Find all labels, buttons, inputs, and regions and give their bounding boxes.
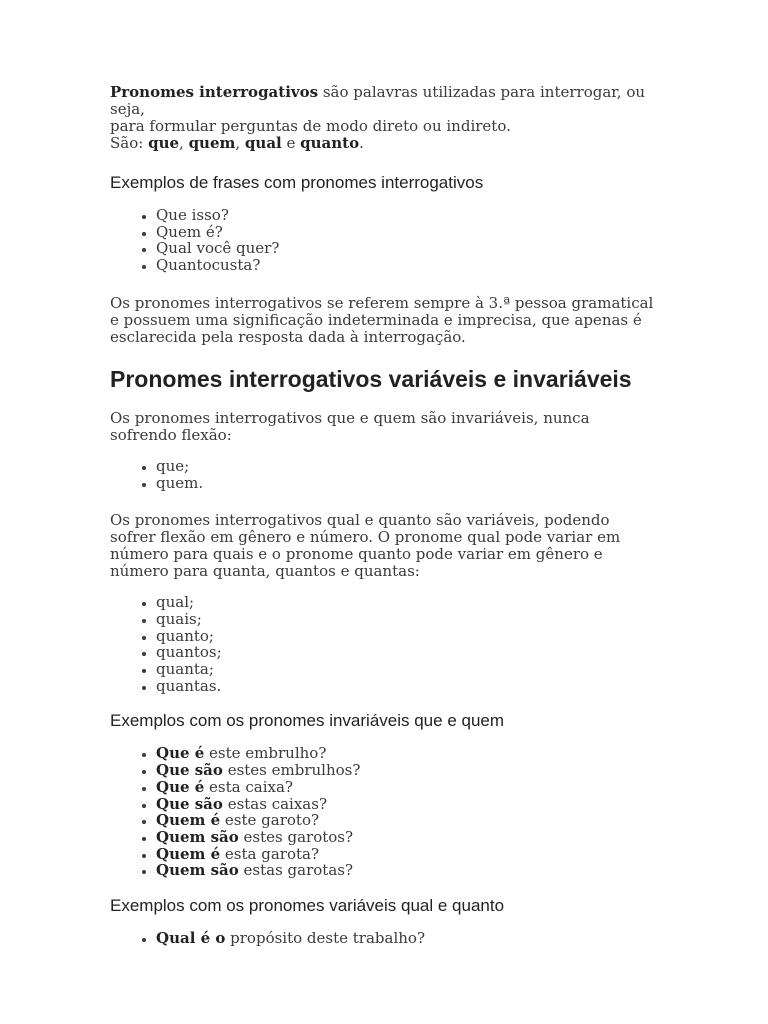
intro-paragraph xyxy=(110,84,658,152)
pronoun-que: que xyxy=(148,134,180,152)
section4-heading: Exemplos com os pronomes variáveis qual e quanto xyxy=(110,896,505,916)
intro-term: Pronomes interrogativos xyxy=(110,83,319,101)
intro-line1-text: são palavras utilizadas para interrogar, ou seja, xyxy=(110,83,646,118)
list-item-bold: Quem é xyxy=(156,811,221,830)
list-item-text: esta caixa? xyxy=(204,777,293,796)
list-item: • quantos; xyxy=(156,644,658,661)
list-item xyxy=(156,930,658,947)
list-item-bold: Quem são xyxy=(156,827,239,846)
list-item: • qual; xyxy=(156,594,658,611)
list-item-text: este garoto? xyxy=(220,811,320,830)
list-item xyxy=(156,812,658,829)
list-item: • Quem é? xyxy=(156,224,658,241)
list-item xyxy=(156,796,658,813)
list-item xyxy=(156,745,658,762)
section2-invariable-list xyxy=(110,458,658,491)
list-item-bold: Que é xyxy=(156,744,205,763)
list-item-text: estas garotas? xyxy=(238,861,354,880)
list-item: • quais; xyxy=(156,611,658,628)
pronoun-qual: qual xyxy=(244,134,282,152)
section4-examples-list xyxy=(110,930,658,947)
section1-heading: Exemplos de frases com pronomes interrogativos xyxy=(110,173,484,192)
list-item-bold: Quem são xyxy=(156,861,239,880)
section1-list xyxy=(110,207,658,274)
section2-variable-list xyxy=(110,594,658,694)
pronoun-quem: quem xyxy=(188,134,236,152)
list-item: • Que isso? xyxy=(156,207,658,224)
paragraph-invariable: Os pronomes interrogativos que e quem são invariáveis, nunca sofrendo flexão: xyxy=(110,408,590,444)
list-item-bold: Que é xyxy=(156,777,205,796)
list-item-bold: Que são xyxy=(156,794,223,813)
list-item: • Qual você quer? xyxy=(156,240,658,257)
separator: , xyxy=(179,134,189,152)
section2-heading: Pronomes interrogativos variáveis e invariáveis xyxy=(110,365,632,392)
list-item: • quem. xyxy=(156,475,658,492)
pronoun-quanto: quanto xyxy=(300,134,360,152)
list-item xyxy=(156,862,658,879)
list-item-text: estas caixas? xyxy=(222,794,327,813)
list-item xyxy=(156,846,658,863)
section3-heading: Exemplos com os pronomes invariáveis que e quem xyxy=(110,711,505,731)
list-item: • que; xyxy=(156,458,658,475)
separator: e xyxy=(281,134,301,152)
intro-sao-label: São: xyxy=(110,134,149,152)
list-item: • quanto; xyxy=(156,628,658,645)
list-item: • Quantocusta? xyxy=(156,257,658,274)
list-item-bold: Qual é o xyxy=(156,929,226,948)
list-item: • quanta; xyxy=(156,661,658,678)
separator: . xyxy=(359,134,364,152)
list-item-text: estes embrulhos? xyxy=(222,761,361,780)
section3-examples-list xyxy=(110,745,658,879)
list-item-text: esta garota? xyxy=(220,844,319,863)
list-item xyxy=(156,762,658,779)
list-item-text: este embrulho? xyxy=(204,744,327,763)
list-item-bold: Que são xyxy=(156,761,223,780)
paragraph-variable: Os pronomes interrogativos qual e quanto são variáveis, podendo sofrer flexão em gênero e número. O pronome qual pode variar em número para quais e o pronome quanto pode variar em gênero e número para quanta, quantos e quantas: xyxy=(110,511,621,581)
list-item-bold: Quem é xyxy=(156,844,221,863)
list-item xyxy=(156,779,658,796)
separator: , xyxy=(235,134,245,152)
list-item-text: propósito deste trabalho? xyxy=(225,929,425,948)
list-item: • quantas. xyxy=(156,678,658,695)
list-item-text: estes garotos? xyxy=(238,827,354,846)
intro-line2-text: para formular perguntas de modo direto ou indireto. xyxy=(110,117,511,135)
paragraph-third-person: Os pronomes interrogativos se referem sempre à 3.ª pessoa gramatical e possuem uma significação indeterminada e imprecisa, que apenas é esclarecida pela resposta dada à interrogação. xyxy=(110,293,654,346)
list-item xyxy=(156,829,658,846)
